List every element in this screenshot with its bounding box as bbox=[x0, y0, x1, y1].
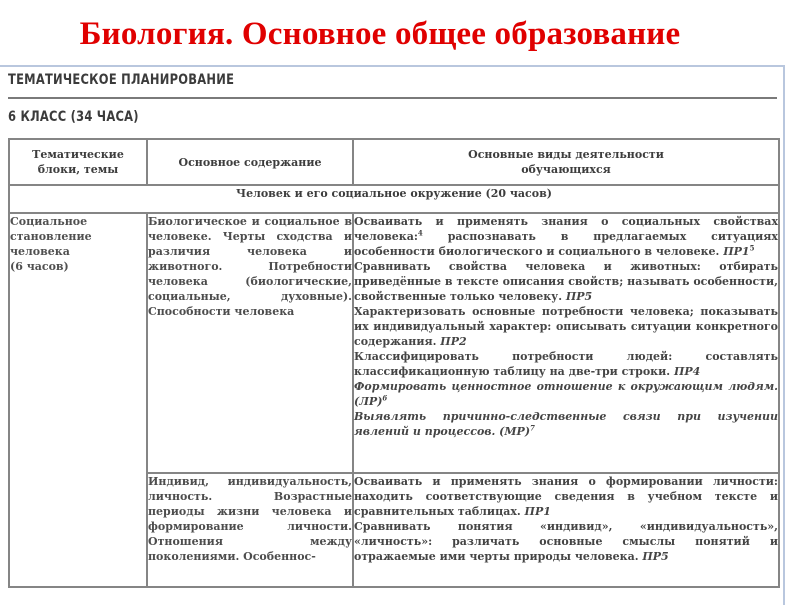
grade-heading: 6 КЛАСС (34 ЧАСА) bbox=[8, 109, 139, 125]
result-code: ПР4 bbox=[673, 365, 701, 378]
planning-table bbox=[8, 138, 780, 588]
table-header-row bbox=[9, 139, 779, 185]
activity-item: Сравнивать свойства человека и животных: отбирать приведённые в тексте описания свойств; называть особенности, свойственные только человеку. ПР5 bbox=[354, 260, 778, 303]
column-header-topics: Тематические блоки, темы bbox=[9, 139, 147, 185]
activity-item: Осваивать и применять знания о социальных свойствах человека:$^4$ распознавать в предлагаемых ситуациях особенности биологического и социального в человеке. $ПР1^5$ bbox=[354, 215, 778, 258]
activity-item: Формировать ценностное отношение к окружающим людям. (ЛР)$^6$ bbox=[354, 380, 778, 408]
slide-title: Биология. Основное общее образование bbox=[79, 16, 681, 52]
result-code: ПР5 bbox=[642, 550, 669, 563]
result-code: ПР5 bbox=[565, 290, 593, 303]
result-code: ПР1 bbox=[723, 245, 750, 258]
heading-divider bbox=[8, 97, 777, 99]
result-code: ПР1 bbox=[524, 505, 551, 518]
activity-item: Сравнивать понятия «индивид», «индивидуальность», «личность»: различать основные смыслы понятий и отражаемые ими черты природы человека. ПР5 bbox=[354, 520, 778, 563]
topic-hours: (6 часов) bbox=[10, 260, 69, 273]
activities-cell bbox=[353, 473, 779, 587]
result-code: ПР2 bbox=[440, 335, 467, 348]
activity-item: Классифицировать потребности людей: составлять классификационную таблицу на две-три строки. ПР4 bbox=[354, 350, 778, 378]
topic-name: Социальное становление человека bbox=[10, 215, 92, 258]
activity-item: Выявлять причинно-следственные связи при изучении явлений и процессов. (МР)$^7$ bbox=[354, 410, 778, 438]
content-cell: Индивид, индивидуальность, личность. Возрастные периоды жизни человека и формирование личности. Отношения между поколениями. Особеннос- bbox=[147, 473, 353, 587]
topic-cell bbox=[9, 213, 147, 587]
activities-cell bbox=[353, 213, 779, 473]
section-heading: ТЕМАТИЧЕСКОЕ ПЛАНИРОВАНИЕ bbox=[8, 72, 235, 88]
section-row bbox=[9, 185, 779, 213]
activity-item: Характеризовать основные потребности человека; показывать их индивидуальный характер: описывать ситуации конкретного содержания. ПР2 bbox=[354, 305, 778, 348]
content-cell: Биологическое и социальное в человеке. Черты сходства и различия человека и животного. Потребности человека (биологические, социальные, духовные). Способности человека bbox=[147, 213, 353, 473]
activity-item: Осваивать и применять знания о формировании личности: находить соответствующие сведения в учебном тексте и сравнительных таблицах. ПР1 bbox=[354, 475, 778, 518]
table-row bbox=[9, 213, 779, 473]
section-title: Человек и его социальное окружение (20 часов) bbox=[9, 185, 779, 213]
column-header-activities: Основные виды деятельности обучающихся bbox=[353, 139, 779, 185]
column-header-content: Основное содержание bbox=[147, 139, 353, 185]
